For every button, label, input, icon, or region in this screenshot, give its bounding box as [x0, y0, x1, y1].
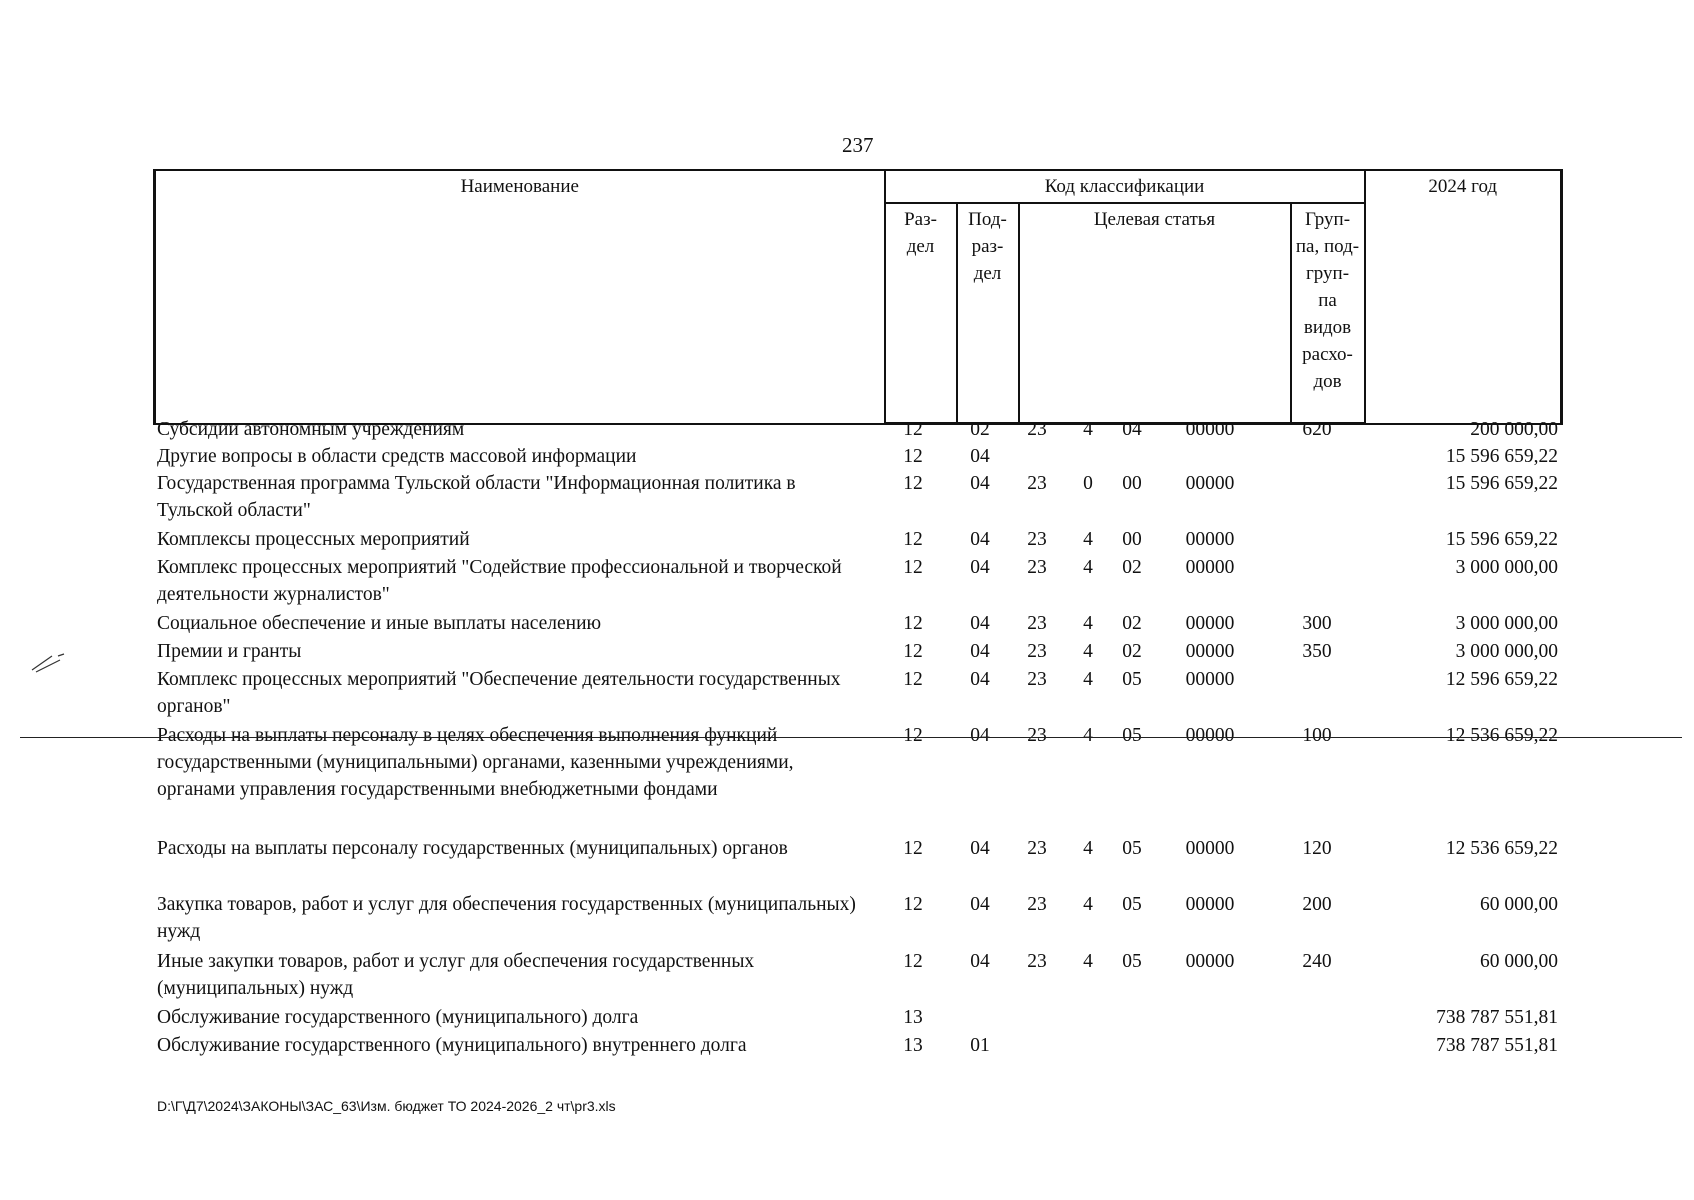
header-razdel: Раз- дел [885, 203, 957, 424]
table-row [153, 470, 1560, 526]
row-name: Комплекс процессных мероприятий "Обеспечение деятельности государственных органов" [157, 669, 841, 717]
file-path-footer: D:\Г\Д7\2024\ЗАКОНЫ\ЗАС_63\Изм. бюджет ТО 2024-2026_2 чт\pr3.xls [157, 1098, 616, 1114]
row-razdel: 12 [903, 419, 923, 440]
row-name: Обслуживание государственного (муниципального) внутреннего долга [157, 1035, 747, 1056]
row-target-type: 4 [1083, 725, 1093, 746]
row-target-direction: 00000 [1185, 419, 1235, 440]
row-target-direction: 00000 [1185, 529, 1235, 550]
row-razdel: 12 [903, 894, 923, 915]
row-target-type: 4 [1083, 838, 1093, 859]
row-sum: 15 596 659,22 [1445, 529, 1558, 550]
table-row [153, 948, 1560, 1004]
row-podrazdel: 04 [970, 838, 990, 859]
row-expense-group: 350 [1302, 641, 1332, 662]
row-podrazdel: 04 [970, 446, 990, 467]
row-razdel: 13 [903, 1007, 923, 1028]
row-podrazdel: 04 [970, 951, 990, 972]
row-podrazdel: 04 [970, 669, 990, 690]
table-row [153, 722, 1560, 835]
row-target-direction: 00000 [1185, 951, 1235, 972]
row-razdel: 12 [903, 613, 923, 634]
table-row [153, 638, 1560, 666]
row-name: Премии и гранты [157, 641, 302, 662]
row-name: Закупка товаров, работ и услуг для обеспечения государственных (муниципальных) нужд [157, 894, 856, 942]
row-target-direction: 00000 [1185, 894, 1235, 915]
table-row [153, 554, 1560, 610]
table-row [153, 1004, 1560, 1032]
table-row [153, 835, 1560, 891]
row-podrazdel: 04 [970, 473, 990, 494]
table-header [153, 169, 1563, 425]
row-target-direction: 00000 [1185, 838, 1235, 859]
row-target-direction: 00000 [1185, 557, 1235, 578]
row-target-type: 0 [1083, 473, 1093, 494]
table-row [153, 666, 1560, 722]
row-sum: 738 787 551,81 [1436, 1035, 1558, 1056]
table-row [153, 610, 1560, 638]
row-name: Социальное обеспечение и иные выплаты населению [157, 613, 602, 634]
row-target-type: 4 [1083, 641, 1093, 662]
row-target-program: 23 [1027, 529, 1047, 550]
row-expense-group: 100 [1302, 725, 1332, 746]
row-name: Субсидии автономным учреждениям [157, 419, 465, 440]
row-target-direction: 00000 [1185, 725, 1235, 746]
row-podrazdel: 04 [970, 529, 990, 550]
row-target-type: 4 [1083, 419, 1093, 440]
row-target-subprogram: 05 [1122, 838, 1142, 859]
row-sum: 60 000,00 [1480, 894, 1558, 915]
row-name: Комплексы процессных мероприятий [157, 529, 470, 550]
row-razdel: 12 [903, 725, 923, 746]
row-expense-group: 300 [1302, 613, 1332, 634]
row-target-type: 4 [1083, 951, 1093, 972]
row-target-subprogram: 05 [1122, 725, 1142, 746]
row-sum: 3 000 000,00 [1455, 557, 1558, 578]
row-target-type: 4 [1083, 557, 1093, 578]
row-target-program: 23 [1027, 725, 1047, 746]
header-name: Наименование [155, 170, 885, 424]
row-name: Другие вопросы в области средств массовой информации [157, 446, 637, 467]
row-razdel: 12 [903, 557, 923, 578]
row-sum: 3 000 000,00 [1455, 613, 1558, 634]
row-target-type: 4 [1083, 669, 1093, 690]
row-podrazdel: 04 [970, 557, 990, 578]
row-target-program: 23 [1027, 473, 1047, 494]
row-sum: 12 536 659,22 [1445, 838, 1558, 859]
row-expense-group: 240 [1302, 951, 1332, 972]
row-target-direction: 00000 [1185, 641, 1235, 662]
row-target-direction: 00000 [1185, 669, 1235, 690]
row-sum: 15 596 659,22 [1445, 473, 1558, 494]
header-classification: Код классификации [885, 170, 1365, 203]
table-row [153, 443, 1560, 470]
row-target-program: 23 [1027, 838, 1047, 859]
row-expense-group: 120 [1302, 838, 1332, 859]
row-target-subprogram: 00 [1122, 529, 1142, 550]
row-target-subprogram: 02 [1122, 557, 1142, 578]
row-podrazdel: 04 [970, 613, 990, 634]
row-razdel: 12 [903, 473, 923, 494]
row-target-program: 23 [1027, 613, 1047, 634]
table-row [153, 526, 1560, 554]
row-expense-group: 200 [1302, 894, 1332, 915]
row-target-program: 23 [1027, 669, 1047, 690]
row-name: Расходы на выплаты персоналу в целях обеспечения выполнения функций государственными (муниципальными) органами, казенными учреждениями, органами управления государственными внебюджетными фондами [157, 725, 794, 800]
row-target-subprogram: 02 [1122, 641, 1142, 662]
row-sum: 738 787 551,81 [1436, 1007, 1558, 1028]
row-razdel: 12 [903, 838, 923, 859]
row-name: Иные закупки товаров, работ и услуг для обеспечения государственных (муниципальных) нужд [157, 951, 755, 999]
table-row [153, 416, 1560, 443]
row-target-type: 4 [1083, 529, 1093, 550]
row-sum: 60 000,00 [1480, 951, 1558, 972]
row-target-program: 23 [1027, 641, 1047, 662]
row-target-type: 4 [1083, 894, 1093, 915]
row-name: Обслуживание государственного (муниципального) долга [157, 1007, 639, 1028]
row-razdel: 12 [903, 669, 923, 690]
row-razdel: 12 [903, 951, 923, 972]
row-expense-group: 620 [1302, 419, 1332, 440]
header-podrazdel: Под- раз- дел [957, 203, 1019, 424]
header-group: Груп- па, под- груп- па видов расхо- дов [1291, 203, 1365, 424]
row-name: Государственная программа Тульской области "Информационная политика в Тульской области" [157, 473, 796, 521]
page-number: 237 [842, 133, 874, 157]
row-target-program: 23 [1027, 894, 1047, 915]
row-target-program: 23 [1027, 951, 1047, 972]
row-sum: 12 536 659,22 [1445, 725, 1558, 746]
row-target-subprogram: 05 [1122, 669, 1142, 690]
row-target-direction: 00000 [1185, 473, 1235, 494]
row-sum: 200 000,00 [1470, 419, 1558, 440]
header-year: 2024 год [1365, 170, 1562, 424]
row-target-subprogram: 02 [1122, 613, 1142, 634]
header-target: Целевая статья [1019, 203, 1291, 424]
row-target-program: 23 [1027, 557, 1047, 578]
row-sum: 3 000 000,00 [1455, 641, 1558, 662]
row-razdel: 12 [903, 529, 923, 550]
row-target-direction: 00000 [1185, 613, 1235, 634]
row-podrazdel: 04 [970, 894, 990, 915]
row-podrazdel: 04 [970, 641, 990, 662]
row-target-subprogram: 05 [1122, 951, 1142, 972]
row-razdel: 12 [903, 641, 923, 662]
strikethrough-line [20, 737, 1682, 738]
pen-mark [30, 650, 70, 674]
row-sum: 12 596 659,22 [1445, 669, 1558, 690]
row-razdel: 13 [903, 1035, 923, 1056]
row-target-program: 23 [1027, 419, 1047, 440]
row-target-type: 4 [1083, 613, 1093, 634]
table-row [153, 891, 1560, 948]
row-name: Расходы на выплаты персоналу государственных (муниципальных) органов [157, 838, 788, 859]
row-target-subprogram: 05 [1122, 894, 1142, 915]
row-razdel: 12 [903, 446, 923, 467]
row-target-subprogram: 04 [1122, 419, 1142, 440]
row-target-subprogram: 00 [1122, 473, 1142, 494]
row-podrazdel: 02 [970, 419, 990, 440]
row-podrazdel: 01 [970, 1035, 990, 1056]
row-name: Комплекс процессных мероприятий "Содействие профессиональной и творческой деятельности журналистов" [157, 557, 842, 605]
row-podrazdel: 04 [970, 725, 990, 746]
row-sum: 15 596 659,22 [1445, 446, 1558, 467]
table-body [153, 416, 1560, 1060]
table-row [153, 1032, 1560, 1060]
